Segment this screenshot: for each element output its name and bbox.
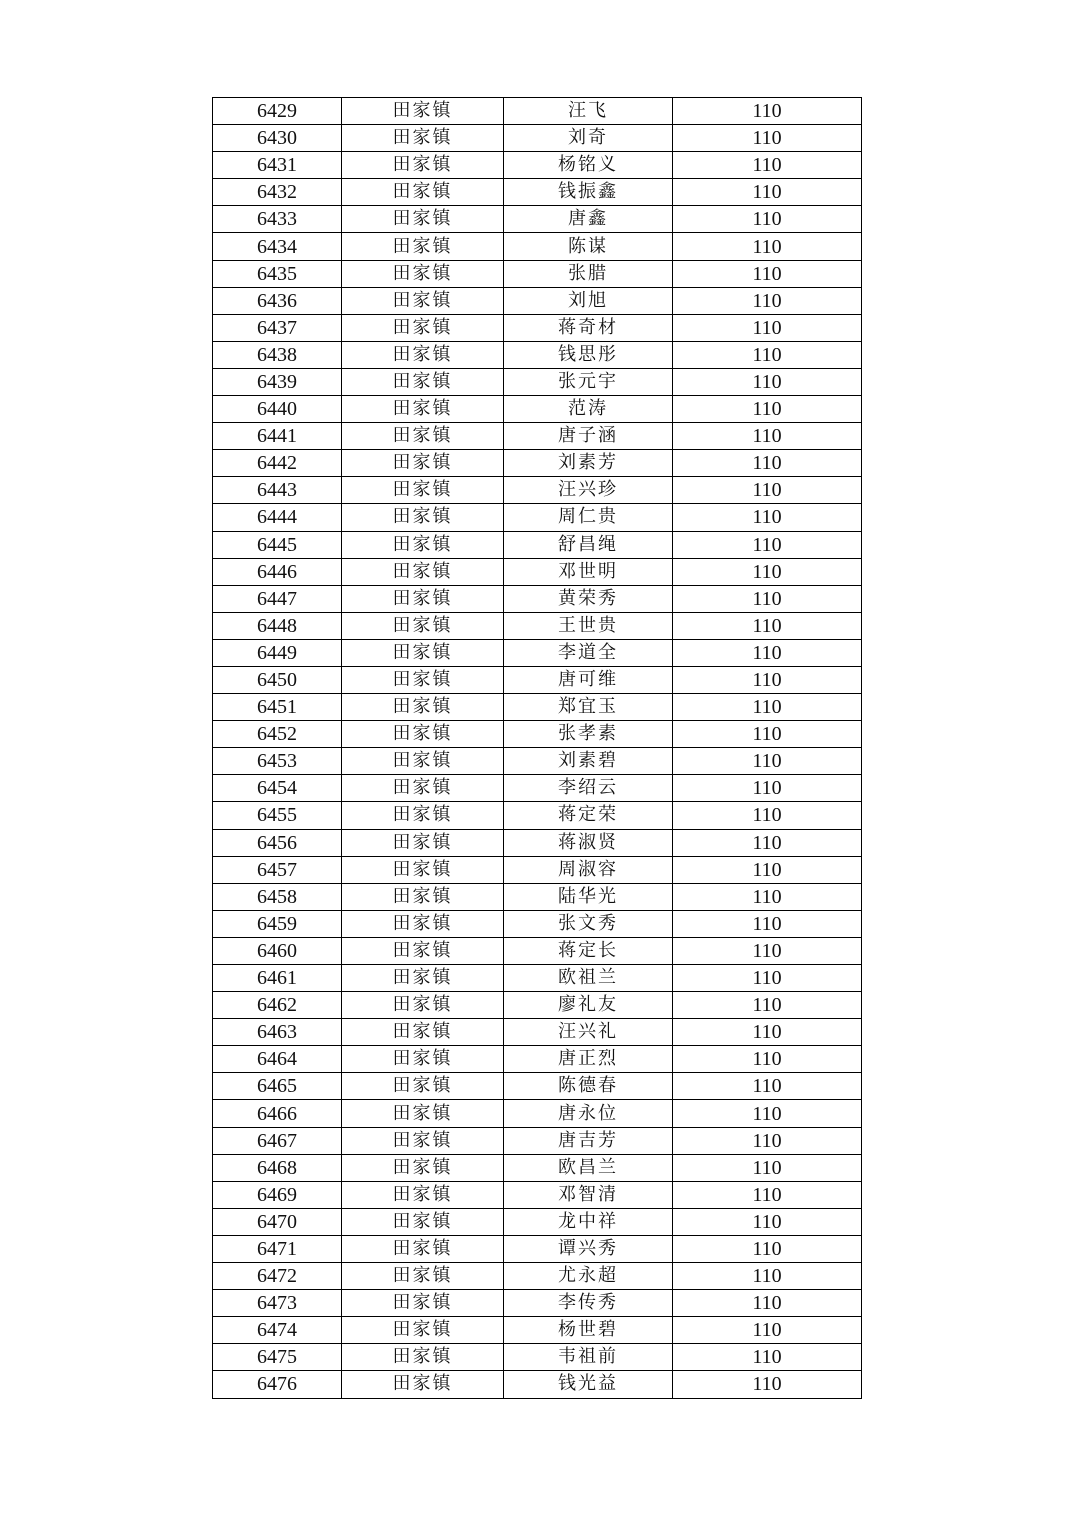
table-row	[213, 1371, 862, 1398]
table-row	[213, 775, 862, 802]
person-name-cell: 李传秀	[504, 1290, 673, 1317]
amount-cell: 110	[673, 1154, 862, 1181]
person-name-cell: 黄荣秀	[504, 585, 673, 612]
person-name-cell: 韦祖前	[504, 1344, 673, 1371]
town-cell: 田家镇	[342, 612, 504, 639]
town-cell: 田家镇	[342, 721, 504, 748]
town-cell: 田家镇	[342, 1073, 504, 1100]
town-cell: 田家镇	[342, 1317, 504, 1344]
town-cell: 田家镇	[342, 531, 504, 558]
person-name-cell: 蒋定荣	[504, 802, 673, 829]
row-number-cell: 6440	[213, 396, 342, 423]
person-name-cell: 邓世明	[504, 558, 673, 585]
person-name-cell: 范涛	[504, 396, 673, 423]
row-number-cell: 6459	[213, 910, 342, 937]
row-number-cell: 6453	[213, 748, 342, 775]
town-cell: 田家镇	[342, 965, 504, 992]
town-cell: 田家镇	[342, 368, 504, 395]
table-row	[213, 883, 862, 910]
amount-cell: 110	[673, 504, 862, 531]
row-number-cell: 6433	[213, 206, 342, 233]
row-number-cell: 6462	[213, 992, 342, 1019]
table-row	[213, 504, 862, 531]
town-cell: 田家镇	[342, 341, 504, 368]
row-number-cell: 6429	[213, 98, 342, 125]
row-number-cell: 6471	[213, 1235, 342, 1262]
person-name-cell: 唐可维	[504, 666, 673, 693]
table-row	[213, 1100, 862, 1127]
town-cell: 田家镇	[342, 396, 504, 423]
row-number-cell: 6460	[213, 937, 342, 964]
town-cell: 田家镇	[342, 1263, 504, 1290]
person-name-cell: 李道全	[504, 639, 673, 666]
row-number-cell: 6473	[213, 1290, 342, 1317]
amount-cell: 110	[673, 1100, 862, 1127]
person-name-cell: 刘奇	[504, 125, 673, 152]
town-cell: 田家镇	[342, 1290, 504, 1317]
table-row	[213, 937, 862, 964]
town-cell: 田家镇	[342, 666, 504, 693]
town-cell: 田家镇	[342, 694, 504, 721]
person-name-cell: 钱光益	[504, 1371, 673, 1398]
table-row	[213, 666, 862, 693]
town-cell: 田家镇	[342, 802, 504, 829]
person-name-cell: 周淑容	[504, 856, 673, 883]
person-name-cell: 钱振鑫	[504, 179, 673, 206]
table-row	[213, 639, 862, 666]
row-number-cell: 6464	[213, 1046, 342, 1073]
table-row	[213, 1046, 862, 1073]
amount-cell: 110	[673, 1371, 862, 1398]
table-row	[213, 368, 862, 395]
row-number-cell: 6438	[213, 341, 342, 368]
town-cell: 田家镇	[342, 1235, 504, 1262]
amount-cell: 110	[673, 1290, 862, 1317]
table-row	[213, 910, 862, 937]
amount-cell: 110	[673, 477, 862, 504]
person-name-cell: 邓智清	[504, 1181, 673, 1208]
table-row	[213, 1235, 862, 1262]
table-row	[213, 694, 862, 721]
table-row	[213, 1154, 862, 1181]
town-cell: 田家镇	[342, 450, 504, 477]
table-row	[213, 314, 862, 341]
row-number-cell: 6468	[213, 1154, 342, 1181]
table-row	[213, 992, 862, 1019]
town-cell: 田家镇	[342, 856, 504, 883]
row-number-cell: 6474	[213, 1317, 342, 1344]
amount-cell: 110	[673, 612, 862, 639]
amount-cell: 110	[673, 531, 862, 558]
table-row	[213, 98, 862, 125]
row-number-cell: 6472	[213, 1263, 342, 1290]
row-number-cell: 6469	[213, 1181, 342, 1208]
person-name-cell: 舒昌绳	[504, 531, 673, 558]
amount-cell: 110	[673, 694, 862, 721]
person-name-cell: 陆华光	[504, 883, 673, 910]
town-cell: 田家镇	[342, 287, 504, 314]
person-name-cell: 陈德春	[504, 1073, 673, 1100]
table-row	[213, 1317, 862, 1344]
town-cell: 田家镇	[342, 1046, 504, 1073]
table-row	[213, 802, 862, 829]
person-name-cell: 欧祖兰	[504, 965, 673, 992]
table-row	[213, 585, 862, 612]
person-name-cell: 刘素芳	[504, 450, 673, 477]
person-name-cell: 周仁贵	[504, 504, 673, 531]
town-cell: 田家镇	[342, 585, 504, 612]
row-number-cell: 6451	[213, 694, 342, 721]
town-cell: 田家镇	[342, 1371, 504, 1398]
amount-cell: 110	[673, 1073, 862, 1100]
person-name-cell: 汪飞	[504, 98, 673, 125]
amount-cell: 110	[673, 775, 862, 802]
town-cell: 田家镇	[342, 1019, 504, 1046]
amount-cell: 110	[673, 802, 862, 829]
amount-cell: 110	[673, 829, 862, 856]
amount-cell: 110	[673, 98, 862, 125]
person-name-cell: 郑宜玉	[504, 694, 673, 721]
town-cell: 田家镇	[342, 152, 504, 179]
amount-cell: 110	[673, 992, 862, 1019]
amount-cell: 110	[673, 179, 862, 206]
amount-cell: 110	[673, 883, 862, 910]
table-row	[213, 1208, 862, 1235]
town-cell: 田家镇	[342, 883, 504, 910]
amount-cell: 110	[673, 1235, 862, 1262]
amount-cell: 110	[673, 1317, 862, 1344]
amount-cell: 110	[673, 287, 862, 314]
person-name-cell: 杨铭义	[504, 152, 673, 179]
table-row	[213, 125, 862, 152]
row-number-cell: 6430	[213, 125, 342, 152]
table-row	[213, 260, 862, 287]
person-name-cell: 刘素碧	[504, 748, 673, 775]
row-number-cell: 6435	[213, 260, 342, 287]
table-row	[213, 396, 862, 423]
table-row	[213, 1073, 862, 1100]
table-row	[213, 179, 862, 206]
town-cell: 田家镇	[342, 179, 504, 206]
amount-cell: 110	[673, 260, 862, 287]
person-name-cell: 汪兴礼	[504, 1019, 673, 1046]
town-cell: 田家镇	[342, 1208, 504, 1235]
table-row	[213, 856, 862, 883]
amount-cell: 110	[673, 748, 862, 775]
amount-cell: 110	[673, 423, 862, 450]
amount-cell: 110	[673, 206, 862, 233]
row-number-cell: 6465	[213, 1073, 342, 1100]
table-row	[213, 233, 862, 260]
row-number-cell: 6431	[213, 152, 342, 179]
person-name-cell: 刘旭	[504, 287, 673, 314]
person-name-cell: 尤永超	[504, 1263, 673, 1290]
town-cell: 田家镇	[342, 558, 504, 585]
row-number-cell: 6446	[213, 558, 342, 585]
town-cell: 田家镇	[342, 206, 504, 233]
amount-cell: 110	[673, 1127, 862, 1154]
row-number-cell: 6441	[213, 423, 342, 450]
table-row	[213, 287, 862, 314]
town-cell: 田家镇	[342, 260, 504, 287]
table-row	[213, 965, 862, 992]
row-number-cell: 6476	[213, 1371, 342, 1398]
amount-cell: 110	[673, 1181, 862, 1208]
person-name-cell: 龙中祥	[504, 1208, 673, 1235]
table-row	[213, 1263, 862, 1290]
amount-cell: 110	[673, 1208, 862, 1235]
person-name-cell: 唐吉芳	[504, 1127, 673, 1154]
person-name-cell: 张腊	[504, 260, 673, 287]
amount-cell: 110	[673, 937, 862, 964]
table-row	[213, 721, 862, 748]
row-number-cell: 6454	[213, 775, 342, 802]
amount-cell: 110	[673, 585, 862, 612]
table-row	[213, 1127, 862, 1154]
amount-cell: 110	[673, 666, 862, 693]
roster-table-body	[213, 98, 862, 1399]
person-name-cell: 蒋定长	[504, 937, 673, 964]
row-number-cell: 6457	[213, 856, 342, 883]
town-cell: 田家镇	[342, 233, 504, 260]
person-name-cell: 谭兴秀	[504, 1235, 673, 1262]
amount-cell: 110	[673, 856, 862, 883]
town-cell: 田家镇	[342, 423, 504, 450]
row-number-cell: 6447	[213, 585, 342, 612]
table-row	[213, 152, 862, 179]
person-name-cell: 欧昌兰	[504, 1154, 673, 1181]
person-name-cell: 陈谋	[504, 233, 673, 260]
town-cell: 田家镇	[342, 1344, 504, 1371]
person-name-cell: 张文秀	[504, 910, 673, 937]
town-cell: 田家镇	[342, 1154, 504, 1181]
row-number-cell: 6450	[213, 666, 342, 693]
amount-cell: 110	[673, 558, 862, 585]
person-name-cell: 王世贵	[504, 612, 673, 639]
town-cell: 田家镇	[342, 748, 504, 775]
person-name-cell: 杨世碧	[504, 1317, 673, 1344]
town-cell: 田家镇	[342, 125, 504, 152]
row-number-cell: 6444	[213, 504, 342, 531]
row-number-cell: 6452	[213, 721, 342, 748]
table-row	[213, 1019, 862, 1046]
town-cell: 田家镇	[342, 314, 504, 341]
person-name-cell: 廖礼友	[504, 992, 673, 1019]
town-cell: 田家镇	[342, 504, 504, 531]
amount-cell: 110	[673, 368, 862, 395]
amount-cell: 110	[673, 450, 862, 477]
person-name-cell: 唐鑫	[504, 206, 673, 233]
town-cell: 田家镇	[342, 1181, 504, 1208]
row-number-cell: 6432	[213, 179, 342, 206]
town-cell: 田家镇	[342, 98, 504, 125]
town-cell: 田家镇	[342, 937, 504, 964]
amount-cell: 110	[673, 341, 862, 368]
town-cell: 田家镇	[342, 829, 504, 856]
table-row	[213, 531, 862, 558]
amount-cell: 110	[673, 233, 862, 260]
table-row	[213, 1181, 862, 1208]
row-number-cell: 6436	[213, 287, 342, 314]
row-number-cell: 6448	[213, 612, 342, 639]
row-number-cell: 6461	[213, 965, 342, 992]
person-name-cell: 蒋奇材	[504, 314, 673, 341]
row-number-cell: 6475	[213, 1344, 342, 1371]
table-row	[213, 450, 862, 477]
table-row	[213, 1290, 862, 1317]
row-number-cell: 6445	[213, 531, 342, 558]
town-cell: 田家镇	[342, 1100, 504, 1127]
town-cell: 田家镇	[342, 775, 504, 802]
person-name-cell: 唐子涵	[504, 423, 673, 450]
row-number-cell: 6437	[213, 314, 342, 341]
row-number-cell: 6443	[213, 477, 342, 504]
row-number-cell: 6463	[213, 1019, 342, 1046]
amount-cell: 110	[673, 910, 862, 937]
row-number-cell: 6455	[213, 802, 342, 829]
amount-cell: 110	[673, 721, 862, 748]
person-name-cell: 钱思彤	[504, 341, 673, 368]
person-name-cell: 李绍云	[504, 775, 673, 802]
amount-cell: 110	[673, 152, 862, 179]
town-cell: 田家镇	[342, 910, 504, 937]
person-name-cell: 张孝素	[504, 721, 673, 748]
person-name-cell: 汪兴珍	[504, 477, 673, 504]
town-cell: 田家镇	[342, 992, 504, 1019]
amount-cell: 110	[673, 639, 862, 666]
person-name-cell: 唐正烈	[504, 1046, 673, 1073]
town-cell: 田家镇	[342, 477, 504, 504]
table-row	[213, 423, 862, 450]
amount-cell: 110	[673, 1019, 862, 1046]
amount-cell: 110	[673, 1046, 862, 1073]
row-number-cell: 6442	[213, 450, 342, 477]
row-number-cell: 6449	[213, 639, 342, 666]
row-number-cell: 6439	[213, 368, 342, 395]
table-row	[213, 612, 862, 639]
person-name-cell: 蒋淑贤	[504, 829, 673, 856]
amount-cell: 110	[673, 1344, 862, 1371]
person-name-cell: 唐永位	[504, 1100, 673, 1127]
amount-cell: 110	[673, 314, 862, 341]
table-row	[213, 1344, 862, 1371]
amount-cell: 110	[673, 125, 862, 152]
table-row	[213, 206, 862, 233]
row-number-cell: 6458	[213, 883, 342, 910]
row-number-cell: 6456	[213, 829, 342, 856]
row-number-cell: 6467	[213, 1127, 342, 1154]
table-row	[213, 558, 862, 585]
amount-cell: 110	[673, 396, 862, 423]
row-number-cell: 6466	[213, 1100, 342, 1127]
table-row	[213, 477, 862, 504]
table-row	[213, 341, 862, 368]
row-number-cell: 6470	[213, 1208, 342, 1235]
row-number-cell: 6434	[213, 233, 342, 260]
table-row	[213, 829, 862, 856]
amount-cell: 110	[673, 1263, 862, 1290]
town-cell: 田家镇	[342, 1127, 504, 1154]
amount-cell: 110	[673, 965, 862, 992]
roster-table	[212, 97, 862, 1399]
town-cell: 田家镇	[342, 639, 504, 666]
person-name-cell: 张元宇	[504, 368, 673, 395]
table-row	[213, 748, 862, 775]
